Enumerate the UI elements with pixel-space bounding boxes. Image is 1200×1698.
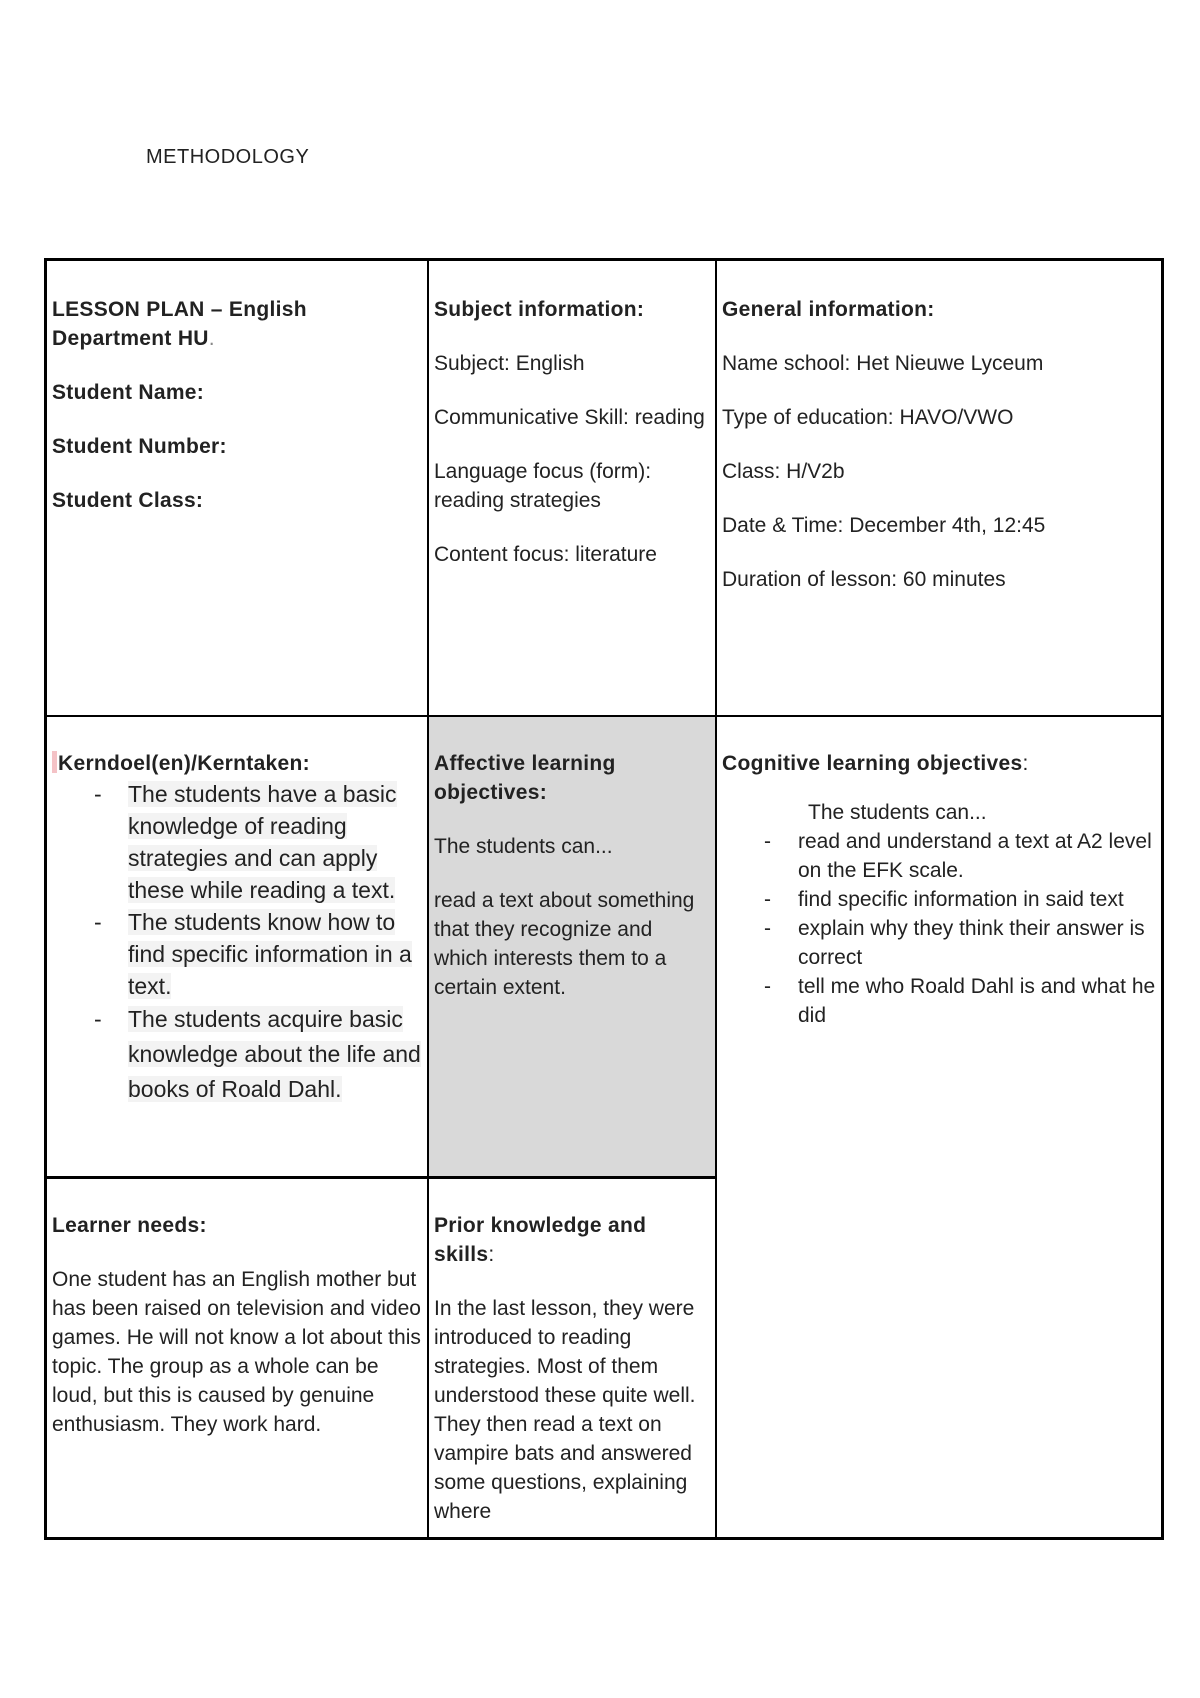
subject-value: Subject: English [434, 352, 585, 375]
language-focus-value: Language focus (form): reading strategies [434, 460, 652, 512]
cognitive-intro: The students can... [808, 801, 987, 824]
affective-cell [429, 717, 715, 1176]
kerndoelen-cell [52, 749, 426, 1107]
learner-needs-cell [52, 1211, 426, 1439]
kerndoelen-list [52, 778, 426, 1107]
cognitive-heading: Cognitive learning objectives: [722, 752, 1029, 775]
student-class-label: Student Class: [52, 489, 204, 512]
learner-needs-heading: Learner needs: [52, 1214, 207, 1237]
skill-value: Communicative Skill: reading [434, 406, 705, 429]
column-divider-2 [715, 261, 717, 1540]
kerndoelen-heading: Kerndoel(en)/Kerntaken: [52, 749, 426, 778]
prior-knowledge-text: In the last lesson, they were introduced to reading strategies. Most of them understood these quite well. They then read a text on vampire bats and answered some questions, explaining where [434, 1297, 696, 1523]
list-item: - find specific information in said text [722, 885, 1162, 914]
affective-intro: The students can... [434, 835, 613, 858]
education-value: Type of education: HAVO/VWO [722, 406, 1014, 429]
prior-knowledge-cell [434, 1211, 712, 1526]
student-number-label: Student Number: [52, 435, 227, 458]
general-info-heading: General information: [722, 298, 935, 321]
list-item: - read and understand a text at A2 level on the EFK scale. [722, 827, 1162, 885]
class-value: Class: H/V2b [722, 460, 845, 483]
general-info-cell [722, 295, 1162, 594]
highlight-marker [52, 751, 57, 773]
subject-info-cell [434, 295, 712, 569]
student-name-label: Student Name: [52, 381, 205, 404]
content-focus-value: Content focus: literature [434, 543, 657, 566]
date-time-value: Date & Time: December 4th, 12:45 [722, 514, 1046, 537]
lesson-plan-table [44, 258, 1164, 1540]
list-item: - tell me who Roald Dahl is and what he did [722, 972, 1162, 1030]
affective-heading: Affective learning objectives: [434, 752, 616, 804]
subject-info-heading: Subject information: [434, 298, 645, 321]
list-item: - The students acquire basic knowledge about the life and books of Roald Dahl. [52, 1002, 426, 1107]
affective-text: read a text about something that they recognize and which interests them to a certain extent. [434, 889, 695, 999]
page-title: METHODOLOGY [146, 146, 310, 168]
cognitive-cell [722, 749, 1162, 1030]
list-item: - The students have a basic knowledge of reading strategies and can apply these while reading a text. [52, 778, 426, 906]
prior-knowledge-heading: Prior knowledge and skills: [434, 1214, 647, 1266]
lesson-plan-heading: LESSON PLAN – English Department HU. [52, 298, 307, 350]
duration-value: Duration of lesson: 60 minutes [722, 568, 1006, 591]
learner-needs-text: One student has an English mother but has been raised on television and video games. He will not know a lot about this topic. The group as a whole can be loud, but this is caused by genuine enthusiasm. They work hard. [52, 1268, 421, 1436]
lesson-plan-cell [52, 295, 424, 515]
school-value: Name school: Het Nieuwe Lyceum [722, 352, 1044, 375]
list-item: - explain why they think their answer is correct [722, 914, 1162, 972]
cognitive-list [722, 827, 1162, 1030]
list-item: - The students know how to find specific information in a text. [52, 906, 426, 1002]
row-divider-2 [47, 1176, 717, 1179]
